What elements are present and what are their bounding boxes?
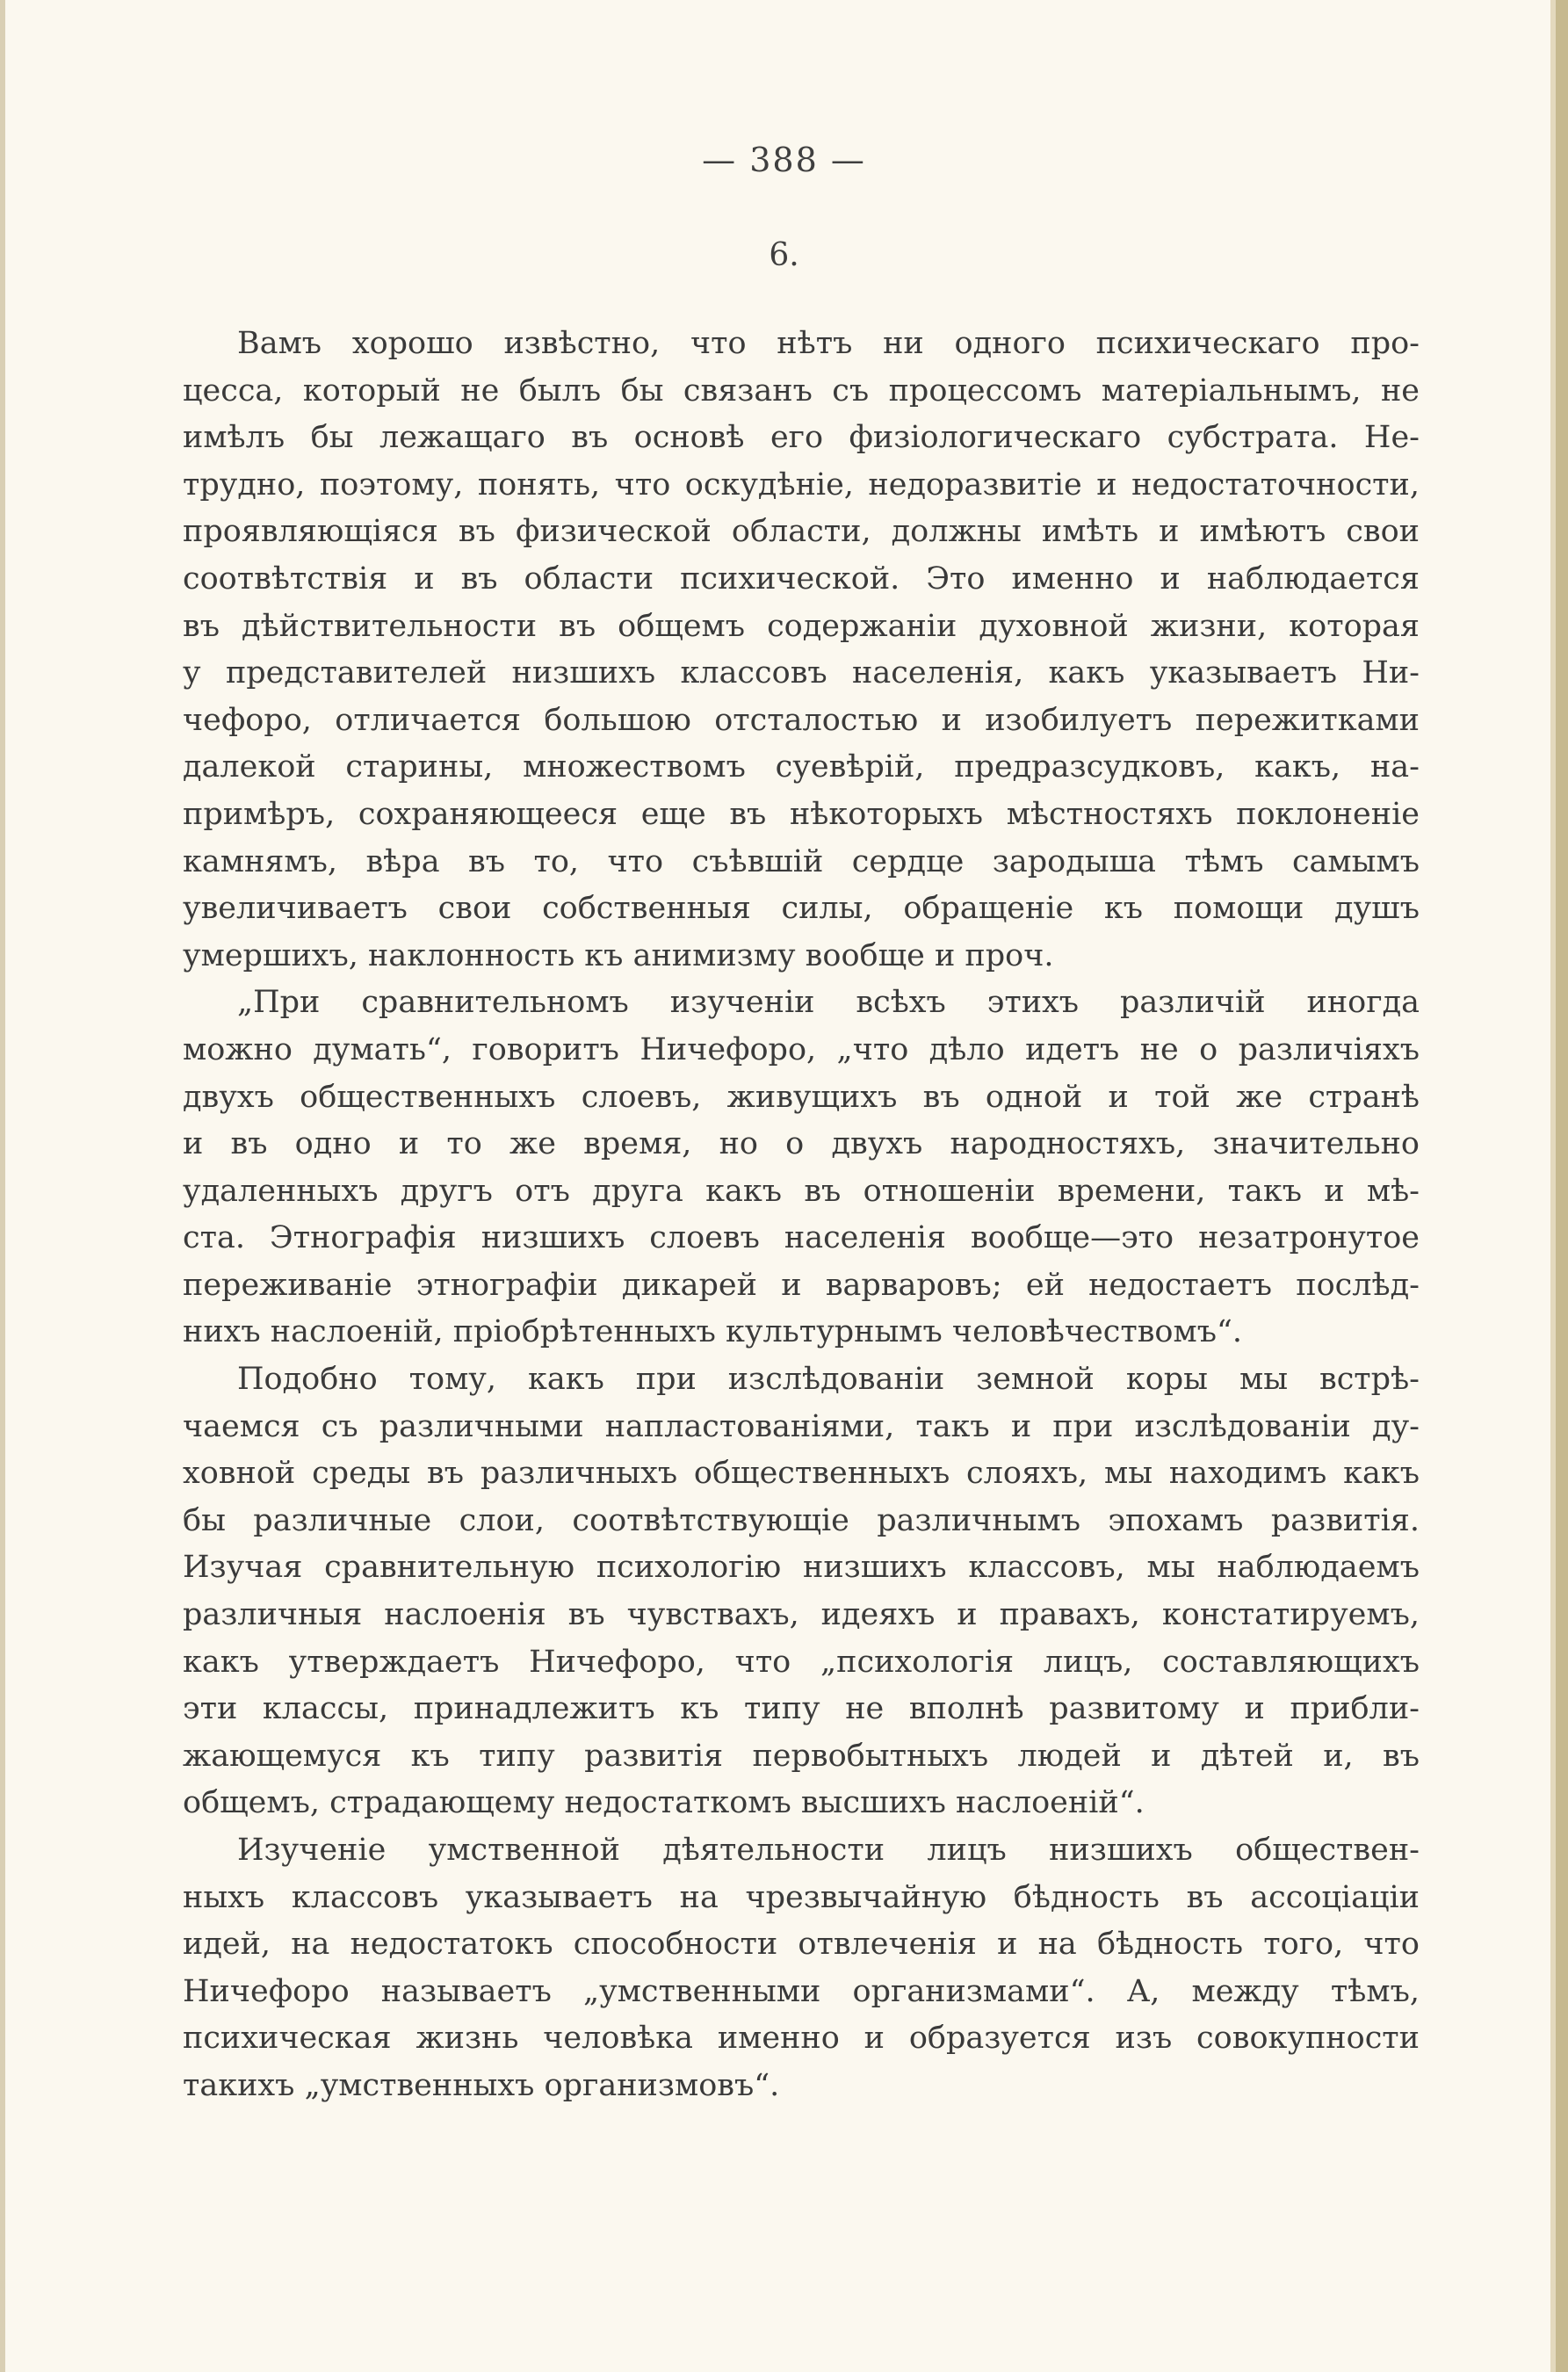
text-line: переживаніе этнографіи дикарей и варваровъ; ей недостаетъ послѣд- — [183, 1267, 1420, 1303]
text-line: имѣлъ бы лежащаго въ основѣ его физіологическаго субстрата. Не- — [183, 420, 1420, 456]
page-left-edge — [0, 0, 5, 2372]
text-line: такихъ „умственныхъ организмовъ“. — [183, 2067, 780, 2103]
page-right-edge — [1556, 0, 1568, 2372]
text-line: бы различные слои, соотвѣтствующіе различнымъ эпохамъ развитія. — [183, 1502, 1420, 1538]
text-line: чефоро, отличается большою отсталостью и изобилуетъ пережитками — [183, 702, 1420, 738]
text-line: идей, на недостатокъ способности отвлеченія и на бѣдность того, что — [183, 1927, 1420, 1963]
text-line: примѣръ, сохраняющееся еще въ нѣкоторыхъ мѣстностяхъ поклоненіе — [183, 796, 1420, 832]
text-line: умершихъ, наклонность къ анимизму вообще и проч. — [183, 937, 1054, 973]
text-line: нихъ наслоеній, пріобрѣтенныхъ культурнымъ человѣчествомъ“. — [183, 1314, 1242, 1350]
text-line: и въ одно и то же время, но о двухъ народностяхъ, значительно — [183, 1126, 1420, 1162]
text-line: ховной среды въ различныхъ общественныхъ слояхъ, мы находимъ какъ — [183, 1456, 1420, 1492]
text-line: ста. Этнографія низшихъ слоевъ населенія вообще—это незатронутое — [183, 1220, 1420, 1256]
text-line: проявляющіяся въ физической области, должны имѣть и имѣютъ свои — [183, 514, 1420, 550]
text-line: далекой старины, множествомъ суевѣрій, предразсудковъ, какъ, на- — [183, 749, 1420, 785]
text-line: общемъ, страдающему недостаткомъ высшихъ наслоеній“. — [183, 1785, 1145, 1821]
text-line: чаемся съ различными напластованіями, такъ и при изслѣдованіи ду- — [183, 1408, 1420, 1444]
text-line: какъ утверждаетъ Ничефоро, что „психологія лицъ, составляющихъ — [183, 1644, 1420, 1680]
text-line: Подобно тому, какъ при изслѣдованіи земной коры мы встрѣ- — [237, 1362, 1420, 1398]
text-line: увеличиваетъ свои собственныя силы, обращеніе къ помощи душъ — [183, 891, 1420, 927]
page-number: — 388 — — [702, 141, 866, 179]
text-line: въ дѣйствительности въ общемъ содержаніи духовной жизни, которая — [183, 608, 1420, 644]
text-line: Изучая сравнительную психологію низшихъ классовъ, мы наблюдаемъ — [183, 1550, 1420, 1586]
text-line: жающемуся къ типу развитія первобытныхъ людей и дѣтей и, въ — [183, 1738, 1420, 1774]
text-line: Ничефоро называетъ „умственными организмами“. А, между тѣмъ, — [183, 1973, 1420, 2009]
text-line: различныя наслоенія въ чувствахъ, идеяхъ и правахъ, констатируемъ, — [183, 1597, 1420, 1633]
text-line: „При сравнительномъ изученіи всѣхъ этихъ различій иногда — [237, 985, 1420, 1021]
text-line: камнямъ, вѣра въ то, что съѣвшій сердце зародыша тѣмъ самымъ — [183, 843, 1420, 879]
text-line: можно думать“, говоритъ Ничефоро, „что дѣло идетъ не о различіяхъ — [183, 1031, 1420, 1067]
text-line: психическая жизнь человѣка именно и образуется изъ совокупности — [183, 2021, 1420, 2057]
section-number: 6. — [769, 237, 799, 273]
text-line: Вамъ хорошо извѣстно, что нѣтъ ни одного психическаго про- — [237, 326, 1420, 361]
text-line: удаленныхъ другъ отъ друга какъ въ отношеніи времени, такъ и мѣ- — [183, 1173, 1420, 1209]
text-line: двухъ общественныхъ слоевъ, живущихъ въ одной и той же странѣ — [183, 1079, 1420, 1115]
text-line: трудно, поэтому, понять, что оскудѣніе, недоразвитіе и недостаточности, — [183, 466, 1420, 503]
text-line: эти классы, принадлежитъ къ типу не вполнѣ развитому и прибли- — [183, 1691, 1420, 1727]
text-line: у представителей низшихъ классовъ населенія, какъ указываетъ Ни- — [183, 655, 1420, 691]
text-line: цесса, который не былъ бы связанъ съ процессомъ матеріальнымъ, не — [183, 372, 1420, 409]
text-line: ныхъ классовъ указываетъ на чрезвычайную бѣдность въ ассоціаціи — [183, 1879, 1420, 1915]
body-text — [183, 321, 1420, 2110]
text-line: соотвѣтствія и въ области психической. Это именно и наблюдается — [183, 560, 1420, 597]
text-line: Изученіе умственной дѣятельности лицъ низшихъ обществен- — [237, 1833, 1420, 1868]
